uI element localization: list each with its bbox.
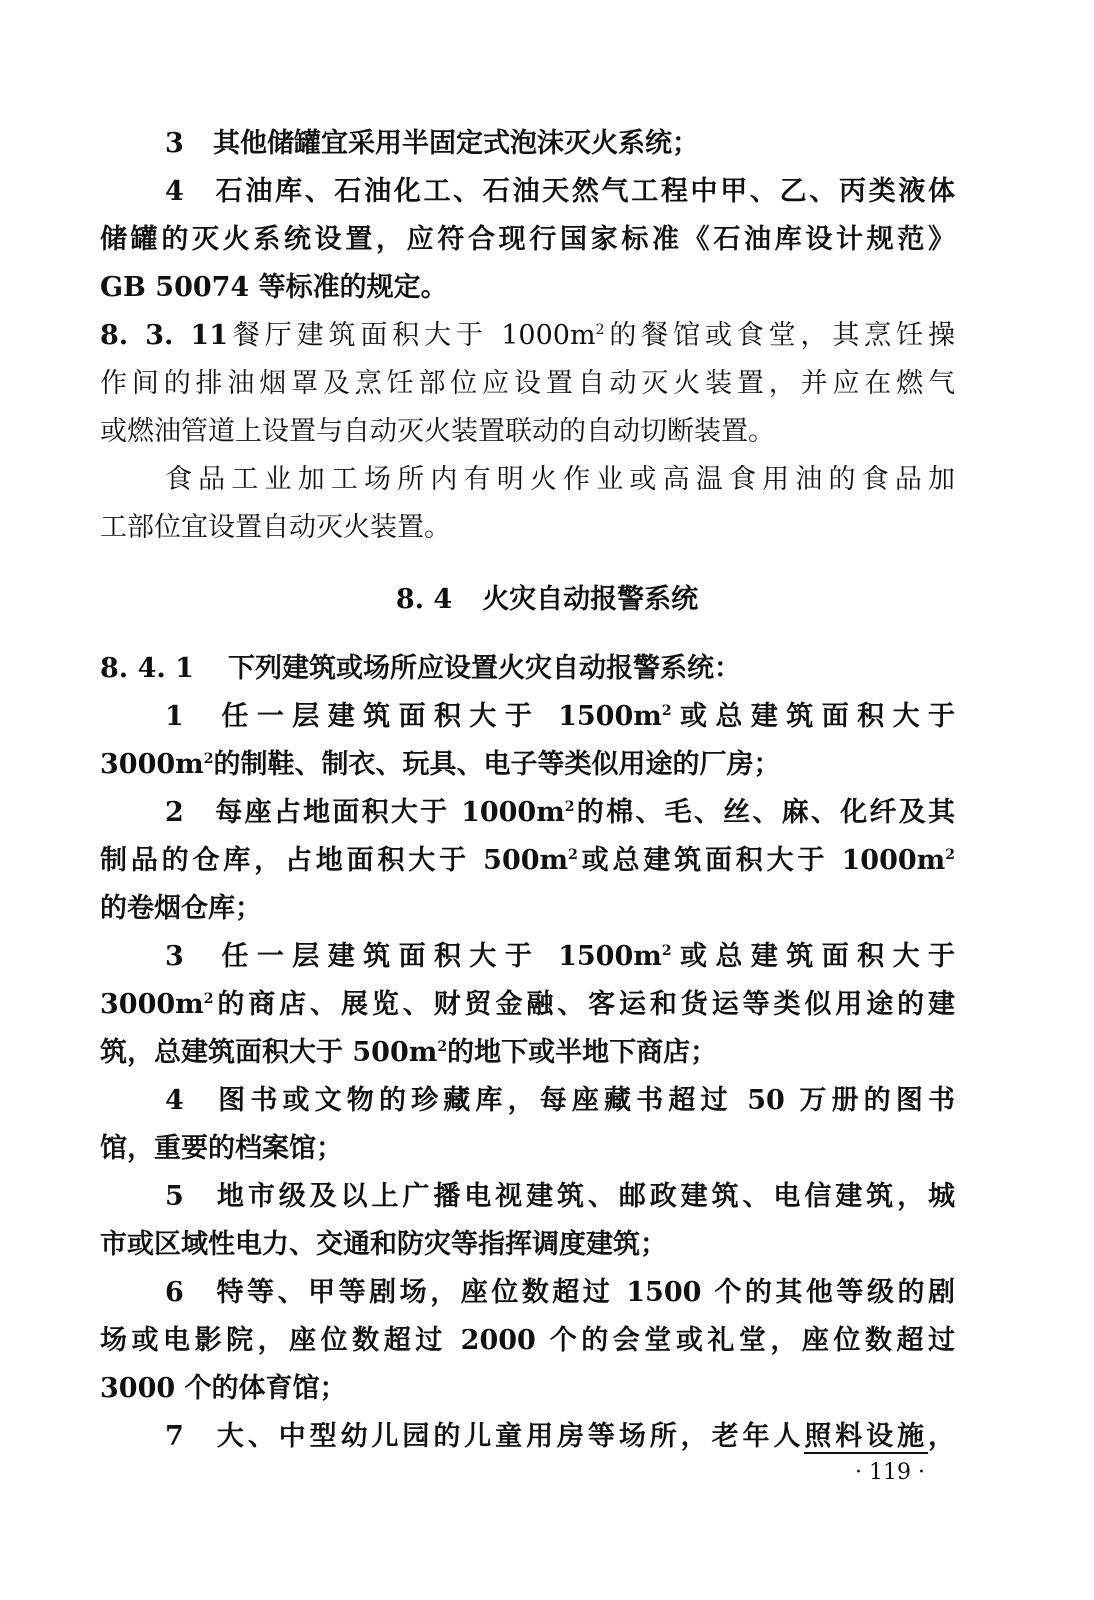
section-title: 火灾自动报警系统 [482,584,699,615]
item-2-line-2: 制品的仓库，占地面积大于 $500m^2$或总建筑面积大于 $1000m^2$ [100,845,955,876]
clause-8-4-1-intro: 8. 4. 1 下列建筑或场所应设置火灾自动报警系统： [100,645,955,693]
item-6-line-3: 3000 个的体育馆； [100,1373,347,1404]
item-4-line-2: 储罐的灭火系统设置，应符合现行国家标准《石油库设计规范》 [100,224,955,255]
item-1-line-1: 1 任一层建筑面积大于 $1500m^2$或总建筑面积大于 [165,701,955,732]
section-number: 8. 4 [395,584,453,615]
clause-8-3-11-line-2: 作间的排油烟罩及烹饪部位应设置自动灭火装置，并应在燃气 [100,368,955,399]
clause-8-3-11-para2-line-1: 食品工业加工场所内有明火作业或高温食用油的食品加 [165,464,955,495]
item-7-line-1: 7 大、中型幼儿园的儿童用房等场所，老年人照料设施， [165,1421,955,1452]
item-3b-line-2: $3000m^2$的商店、展览、财贸金融、客运和货运等类似用途的建 [100,989,955,1020]
clause-number: 8. 3. 11 [100,320,228,351]
underlined-term: 照料设施 [804,1421,929,1452]
clause-8-3-11-line-1: 8. 3. 11餐厅建筑面积大于 $1000m^2$的餐馆或食堂，其烹饪操 [100,312,955,360]
clause-8-3-11-line-3: 或燃油管道上设置与自动灭火装置联动的自动切断装置。 [100,416,775,447]
item-1-line-2: $3000m^2$的制鞋、制衣、玩具、电子等类似用途的厂房； [100,749,781,780]
item-3-line: 3 其他储罐宜采用半固定式泡沫灭火系统； [165,128,699,159]
item-4-line-1: 4 石油库、石油化工、石油天然气工程中甲、乙、丙类液体 [165,176,955,207]
item-4b-line-1: 4 图书或文物的珍藏库，每座藏书超过 50 万册的图书 [165,1085,955,1116]
item-5-line-2: 市或区域性电力、交通和防灾等指挥调度建筑； [100,1229,667,1260]
item-3b-line-1: 3 任一层建筑面积大于 $1500m^2$或总建筑面积大于 [165,941,955,972]
item-3b-line-3: 筑，总建筑面积大于 $500m^2$的地下或半地下商店； [100,1037,718,1068]
item-4-line-3: GB 50074 等标准的规定。 [100,272,448,303]
clause-number: 8. 4. 1 [100,653,194,684]
item-5-line-1: 5 地市级及以上广播电视建筑、邮政建筑、电信建筑，城 [165,1181,955,1212]
item-2-line-3: 的卷烟仓库； [100,893,262,924]
item-2-line-1: 2 每座占地面积大于 $1000m^2$的棉、毛、丝、麻、化纤及其 [165,797,955,828]
item-4b-line-2: 馆，重要的档案馆； [100,1133,343,1164]
item-6-line-2: 场或电影院，座位数超过 2000 个的会堂或礼堂，座位数超过 [100,1325,955,1356]
section-heading [0,576,1094,624]
clause-8-3-11-para2-line-2: 工部位宜设置自动灭火装置。 [100,512,451,543]
page-number: · 119 · [855,1460,925,1485]
item-6-line-1: 6 特等、甲等剧场，座位数超过 1500 个的其他等级的剧 [165,1277,955,1308]
